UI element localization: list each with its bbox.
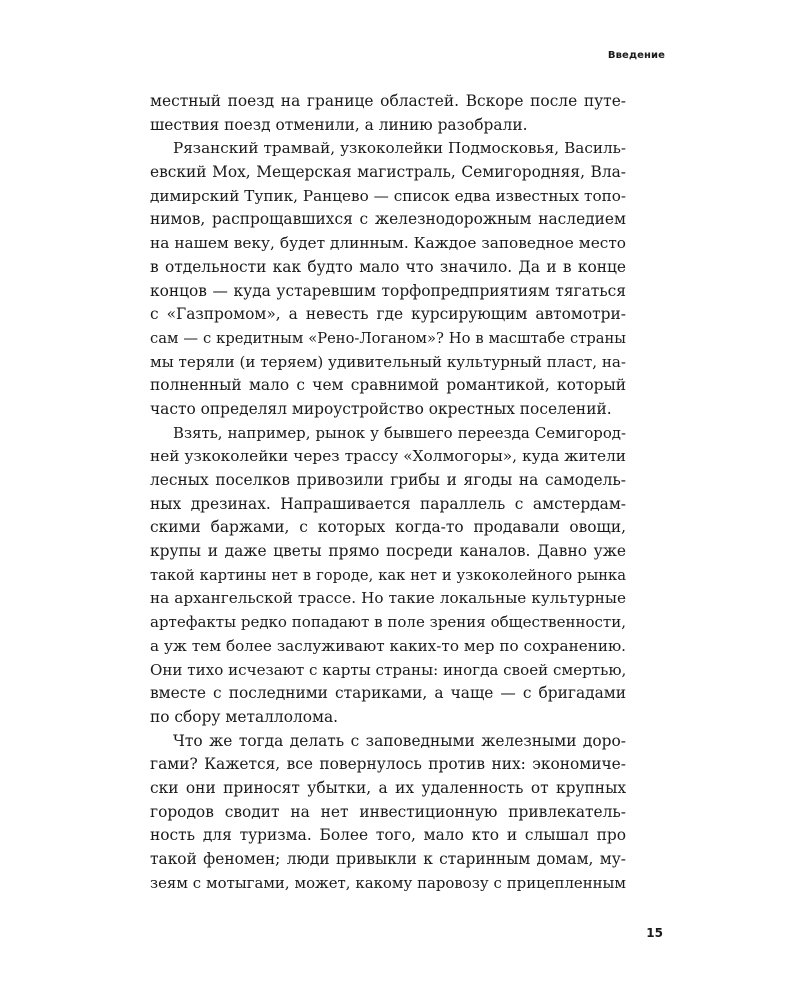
text-line: лесных поселков привозили грибы и ягоды на самодель- <box>150 471 626 489</box>
text-line: Взять, например, рынок у бывшего переезда Семигород- <box>173 423 626 442</box>
text-line: на архангельской трассе. Но такие локальные культурные <box>150 589 626 608</box>
text-line: ней узкоколейки через трассу «Холмогоры», куда жители <box>150 447 626 466</box>
text-line: такой картины нет в городе, как нет и узкоколейного рынка <box>150 566 626 584</box>
text-line: такой феномен; люди привыкли к старинным домам, му- <box>150 850 626 868</box>
text-line: по сбору металлолома. <box>150 707 339 726</box>
text-line: Рязанский трамвай, узкоколейки Подмосковья, Василь- <box>173 139 626 158</box>
paragraph <box>150 137 626 421</box>
paragraph <box>150 730 626 896</box>
text-line: евский Мох, Мещерская магистраль, Семигородняя, Вла- <box>150 163 626 182</box>
text-line: в отдельности как будто мало что значило. Да и в конце <box>150 257 626 276</box>
text-line: а уж тем более заслуживают каких-то мер по сохранению. <box>150 636 626 655</box>
text-line: ных дрезинах. Напрашивается параллель с амстердам- <box>150 494 626 513</box>
page-number: 15 <box>646 926 663 940</box>
text-line: с «Газпромом», а невесть где курсирующим автомотри- <box>150 305 626 324</box>
text-line: местный поезд на границе областей. Вскоре после путе- <box>150 92 626 110</box>
running-head: Введение <box>607 50 665 61</box>
text-line: на нашем веку, будет длинным. Каждое заповедное место <box>150 234 626 253</box>
text-line: ность для туризма. Более того, мало кто и слышал про <box>150 826 626 845</box>
text-line: артефакты редко попадают в поле зрения общественности, <box>150 613 626 632</box>
text-line: гами? Кажется, все повернулось против них: экономиче- <box>150 755 626 774</box>
text-line: ски они приносят убытки, а их удаленность от крупных <box>150 778 626 797</box>
text-line: сам — с кредитным «Рено-Логаном»? Но в масштабе страны <box>150 329 626 347</box>
text-line: зеям с мотыгами, может, какому паровозу с прицепленным <box>150 873 626 892</box>
text-line: концов — куда устаревшим торфопредприятиям тягаться <box>150 281 626 300</box>
paragraph <box>150 90 626 137</box>
text-line: часто определял мироустройство окрестных поселений. <box>150 399 612 418</box>
text-line: мы теряли (и теряем) удивительный культурный пласт, на- <box>150 352 626 371</box>
body-text <box>150 90 626 895</box>
text-line: скими баржами, с которых когда-то продавали овощи, <box>150 518 626 537</box>
text-line: Они тихо исчезают с карты страны: иногда своей смертью, <box>150 660 627 679</box>
paragraph <box>150 422 626 730</box>
text-line: Что же тогда делать с заповедными железными доро- <box>173 731 626 750</box>
text-line: городов сводит на нет инвестиционную привлекатель- <box>150 802 626 821</box>
text-line: димирский Тупик, Ранцево — список едва известных топо- <box>150 186 626 205</box>
text-line: нимов, распрощавшихся с железнодорожным наследием <box>150 210 626 229</box>
text-line: крупы и даже цветы прямо посреди каналов. Давно уже <box>150 542 626 561</box>
text-line: полненный мало с чем сравнимой романтикой, который <box>150 376 626 395</box>
text-line: шествия поезд отменили, а линию разобрали. <box>150 115 528 134</box>
text-line: вместе с последними стариками, а чаще — с бригадами <box>150 684 626 703</box>
